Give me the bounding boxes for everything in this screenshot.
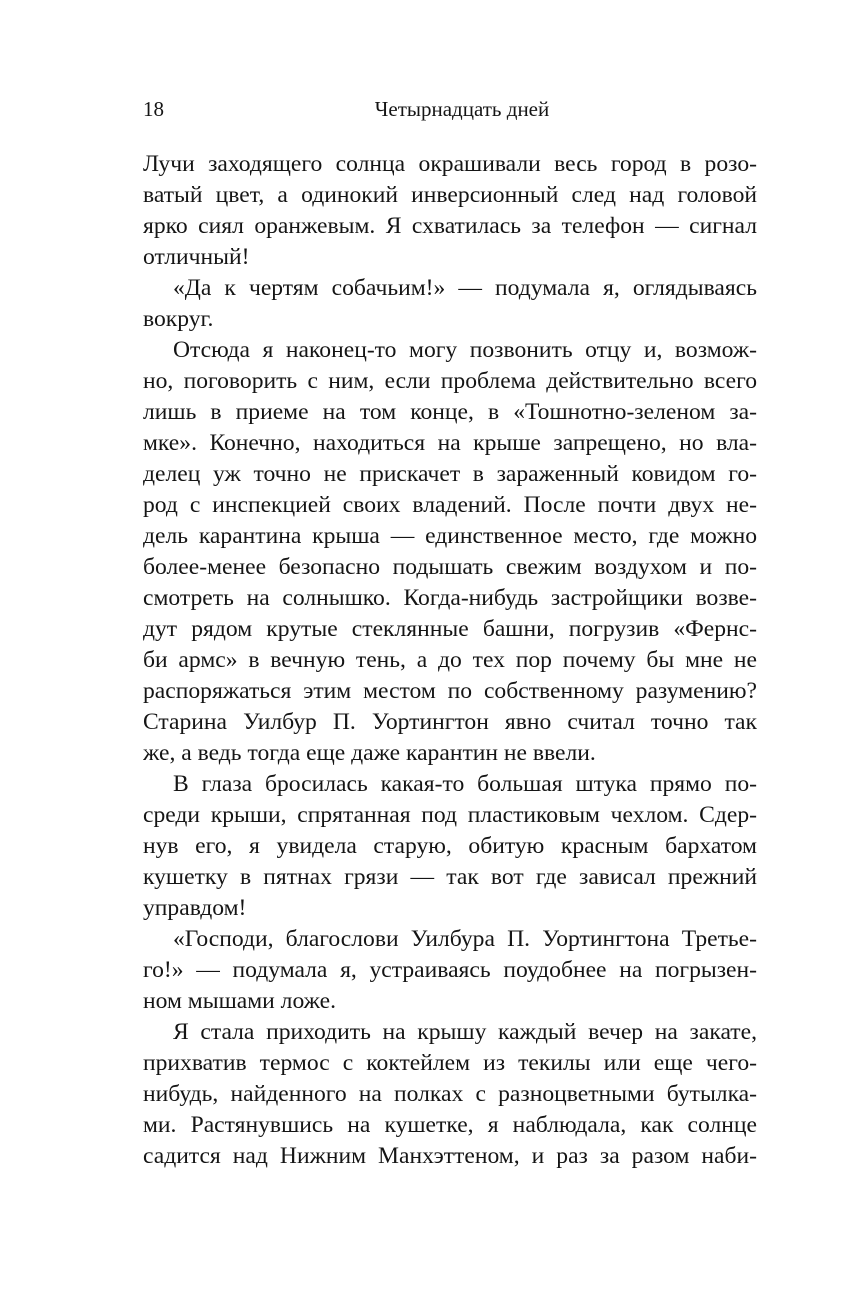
- text-line: среди крыши, спрятанная под пластиковым чехлом. Сдер-: [143, 802, 757, 828]
- text-line: кушетку в пятнах грязи — так вот где зависал прежний: [143, 864, 757, 890]
- text-line: Лучи заходящего солнца окрашивали весь город в розо-: [143, 151, 757, 177]
- text-line: ми. Растянувшись на кушетке, я наблюдала, как солнце: [143, 1112, 757, 1138]
- paragraph: [143, 149, 757, 273]
- text-line: прихватив термос с коктейлем из текилы или еще чего-: [143, 1050, 757, 1076]
- text-line: вокруг.: [143, 306, 214, 332]
- text-line: го!» — подумала я, устраиваясь поудобнее на погрызен-: [143, 957, 757, 983]
- text-line: смотреть на солнышко. Когда-нибудь застройщики возве-: [143, 585, 757, 611]
- text-line: Я стала приходить на крышу каждый вечер на закате,: [173, 1019, 757, 1045]
- paragraph: [143, 273, 757, 335]
- paragraph: [143, 924, 757, 1017]
- text-line: би армс» в вечную тень, а до тех пор почему бы мне не: [143, 647, 757, 673]
- paragraph: [143, 769, 757, 924]
- page-number: 18: [143, 97, 164, 121]
- text-line: отличный!: [143, 244, 250, 270]
- text-line: дель карантина крыша — единственное место, где можно: [143, 523, 757, 549]
- text-line: род с инспекцией своих владений. После почти двух не-: [143, 492, 757, 518]
- text-line: делец уж точно не прискачет в зараженный ковидом го-: [143, 461, 757, 487]
- text-line: ватый цвет, а одинокий инверсионный след над головой: [143, 182, 757, 208]
- text-line: В глаза бросилась какая-то большая штука прямо по-: [173, 771, 757, 797]
- text-line: распоряжаться этим местом по собственному разумению?: [143, 678, 757, 704]
- paragraph: [143, 1017, 757, 1172]
- text-line: нибудь, найденного на полках с разноцветными бутылка-: [143, 1081, 757, 1107]
- paragraph: [143, 335, 757, 769]
- text-line: Старина Уилбур П. Уортингтон явно считал точно так: [143, 709, 757, 735]
- text-line: ном мышами ложе.: [143, 988, 337, 1014]
- text-line: мке». Конечно, находиться на крыше запрещено, но вла-: [143, 430, 757, 456]
- text-line: но, поговорить с ним, если проблема действительно всего: [143, 368, 757, 394]
- running-header: [143, 94, 757, 124]
- text-line: дут рядом крутые стеклянные башни, погрузив «Фернс-: [143, 616, 757, 642]
- text-line: ярко сиял оранжевым. Я схватилась за телефон — сигнал: [143, 213, 757, 239]
- running-title: Четырнадцать дней: [374, 97, 550, 121]
- text-line: нув его, я увидела старую, обитую красным бархатом: [143, 833, 757, 859]
- text-line: более-менее безопасно подышать свежим воздухом и по-: [143, 554, 757, 580]
- text-line: же, а ведь тогда еще даже карантин не ввели.: [143, 740, 596, 766]
- text-line: Отсюда я наконец-то могу позвонить отцу и, возмож-: [173, 337, 757, 363]
- text-line: садится над Нижним Манхэттеном, и раз за разом наби-: [143, 1143, 757, 1169]
- text-line: лишь в приеме на том конце, в «Тошнотно-зеленом за-: [143, 399, 757, 425]
- body-text: [143, 149, 757, 1172]
- text-line: управдом!: [143, 895, 247, 921]
- text-line: «Господи, благослови Уилбура П. Уортингтона Третье-: [173, 926, 757, 952]
- text-line: «Да к чертям собачьим!» — подумала я, оглядываясь: [173, 275, 757, 301]
